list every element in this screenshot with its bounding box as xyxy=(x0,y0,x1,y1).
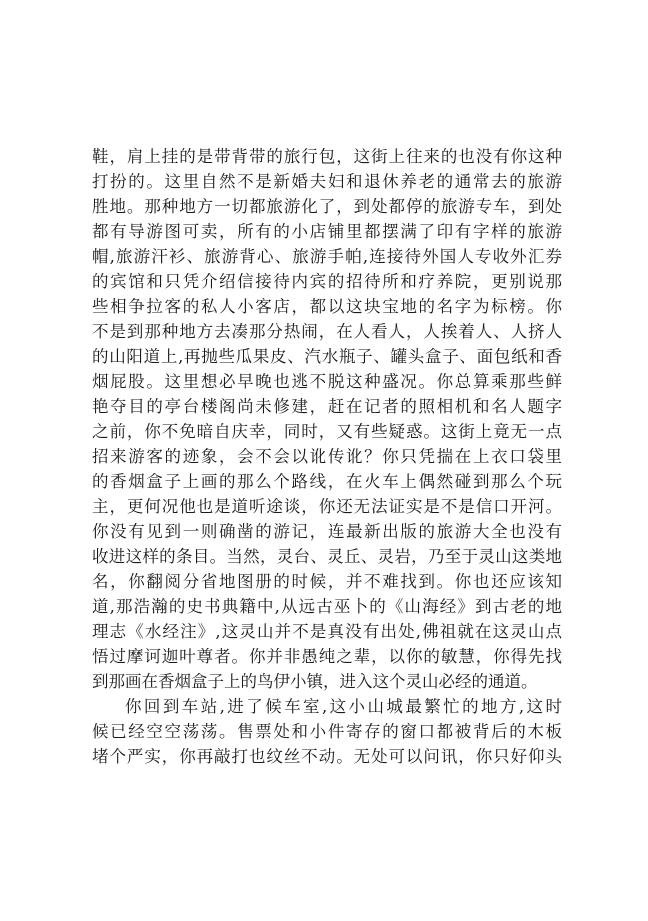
text-line: 帽,旅游汗衫、旅游背心、旅游手帕,连接待外国人专收外汇券 xyxy=(92,247,562,266)
text-line: 的山阳道上,再抛些瓜果皮、汽水瓶子、罐头盒子、面包纸和香 xyxy=(92,347,562,366)
text-line: 悟过摩诃迦叶尊者。你并非愚纯之辈，以你的敏慧，你得先找 xyxy=(92,647,562,666)
text-line: 胜地。那种地方一切都旅游化了，到处都停的旅游专车，到处 xyxy=(92,197,562,216)
text-line: 你没有见到一则确凿的游记，连最新出版的旅游大全也没有 xyxy=(92,522,562,541)
text-line: 的香烟盒子上画的那么个路线，在火车上偶然碰到那么个玩 xyxy=(92,472,562,491)
text-line: 招来游客的迹象，会不会以讹传讹？你只凭揣在上衣口袋里 xyxy=(92,447,562,466)
text-line: 道,那浩瀚的史书典籍中,从远古巫卜的《山海经》到古老的地 xyxy=(92,597,562,616)
text-line: 收进这样的条目。当然，灵台、灵丘、灵岩，乃至于灵山这类地 xyxy=(92,547,562,566)
text-line: 名，你翻阅分省地图册的时候，并不难找到。你也还应该知 xyxy=(92,572,562,591)
text-line: 都有导游图可卖，所有的小店铺里都摆满了印有字样的旅游 xyxy=(92,222,562,241)
text-line: 不是到那种地方去凑那分热闹，在人看人，人挨着人、人挤人 xyxy=(92,322,562,341)
text-line: 鞋，肩上挂的是带背带的旅行包，这街上往来的也没有你这种 xyxy=(92,147,562,166)
text-line: 堵个严实，你再敲打也纹丝不动。无处可以问讯，你只好仰头 xyxy=(92,747,562,766)
text-line: 之前，你不免暗自庆幸，同时，又有些疑惑。这街上竟无一点 xyxy=(92,422,562,441)
text-line: 到那画在香烟盒子上的鸟伊小镇，进入这个灵山必经的通道。 xyxy=(92,672,538,691)
text-line: 烟屁股。这里想必早晚也逃不脱这种盛况。你总算乘那些鲜 xyxy=(92,372,562,391)
text-line: 理志《水经注》,这灵山并不是真没有出处,佛祖就在这灵山点 xyxy=(92,622,562,641)
body-text xyxy=(92,144,562,769)
text-line: 候已经空空荡荡。售票处和小件寄存的窗口都被背后的木板 xyxy=(92,722,562,741)
text-line: 主，更何况他也是道听途谈，你还无法证实是不是信口开河。 xyxy=(92,497,562,516)
text-line: 些相争拉客的私人小客店，都以这块宝地的名字为标榜。你 xyxy=(92,297,562,316)
paragraph-start-line: 你回到车站,进了候车室,这小山城最繁忙的地方,这时 xyxy=(125,697,562,716)
text-line: 打扮的。这里自然不是新婚夫妇和退休养老的通常去的旅游 xyxy=(92,172,562,191)
text-line: 的宾馆和只凭介绍信接待内宾的招待所和疗养院，更别说那 xyxy=(92,272,562,291)
text-line: 艳夺目的亭台楼阁尚未修建，赶在记者的照相机和名人题字 xyxy=(92,397,562,416)
